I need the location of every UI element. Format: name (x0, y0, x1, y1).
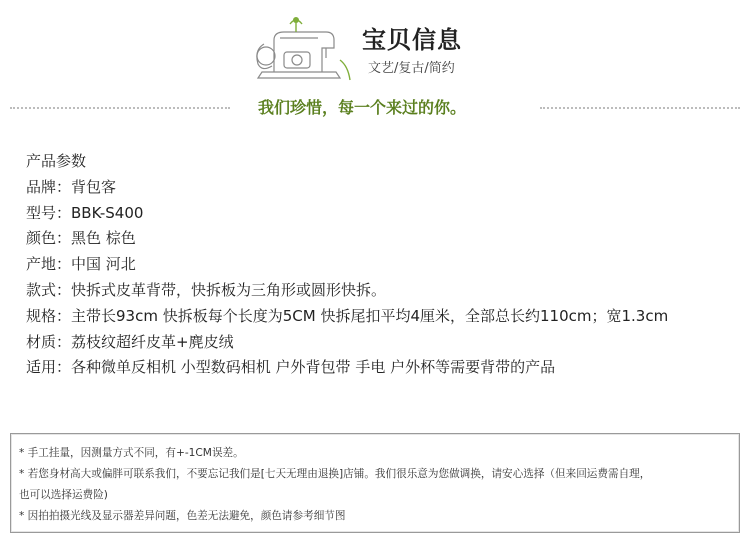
param-label: 颜色： (26, 229, 72, 248)
param-label: 适用： (26, 358, 72, 377)
note-line: * 因拍拍摄光线及显示器差异问题，色差无法避免，颜色请参考细节图 (19, 510, 346, 522)
param-label: 材质： (26, 332, 72, 351)
dotted-divider-right (540, 107, 740, 109)
param-row-model (26, 201, 668, 227)
sewing-machine-icon (244, 14, 354, 86)
param-row-color (26, 226, 668, 252)
param-label: 品牌： (26, 177, 72, 196)
param-row-brand (26, 175, 668, 201)
param-label: 型号： (26, 203, 72, 222)
param-row-style (26, 278, 668, 304)
param-row-spec (26, 304, 668, 330)
param-label: 款式： (26, 280, 72, 299)
param-value: 主带长93cm 快拆板每个长度为5CM 快拆尾扣平均4厘米，全部总长约110cm；宽1.3cm (71, 306, 669, 325)
param-row-origin (26, 252, 668, 278)
slogan: 我们珍惜，每一个来过的你。 (258, 98, 467, 117)
param-value: 黑色 棕色 (71, 229, 136, 248)
note-line: * 若您身材高大或偏胖可联系我们，不要忘记我们是[七天无理由退换]店铺。我们很乐意为您做调换，请安心选择（但来回运费需自理， (19, 468, 651, 480)
page-title: 宝贝信息 (362, 25, 462, 54)
param-value: BBK-S400 (71, 203, 144, 222)
param-value: 快拆式皮革背带，快拆板为三角形或圆形快拆。 (71, 280, 387, 299)
params-heading: 产品参数 (26, 152, 87, 170)
param-value: 背包客 (71, 177, 117, 196)
param-value: 荔枝纹超纤皮革+麂皮绒 (71, 332, 234, 351)
param-value: 中国 河北 (71, 255, 136, 274)
product-params (26, 149, 668, 381)
note-line: * 手工挂量，因测量方式不同，有+-1CM误差。 (19, 447, 244, 459)
page-subtitle: 文艺/复古/简约 (368, 61, 455, 76)
param-label: 产地： (26, 255, 72, 274)
param-row-usage (26, 355, 668, 381)
notes-box (10, 433, 740, 533)
dotted-divider-left (10, 107, 230, 109)
param-row-material (26, 330, 668, 356)
param-label: 规格： (26, 306, 72, 325)
param-value: 各种微单反相机 小型数码相机 户外背包带 手电 户外杯等需要背带的产品 (71, 358, 556, 377)
note-line: 也可以选择运费险) (19, 489, 108, 501)
